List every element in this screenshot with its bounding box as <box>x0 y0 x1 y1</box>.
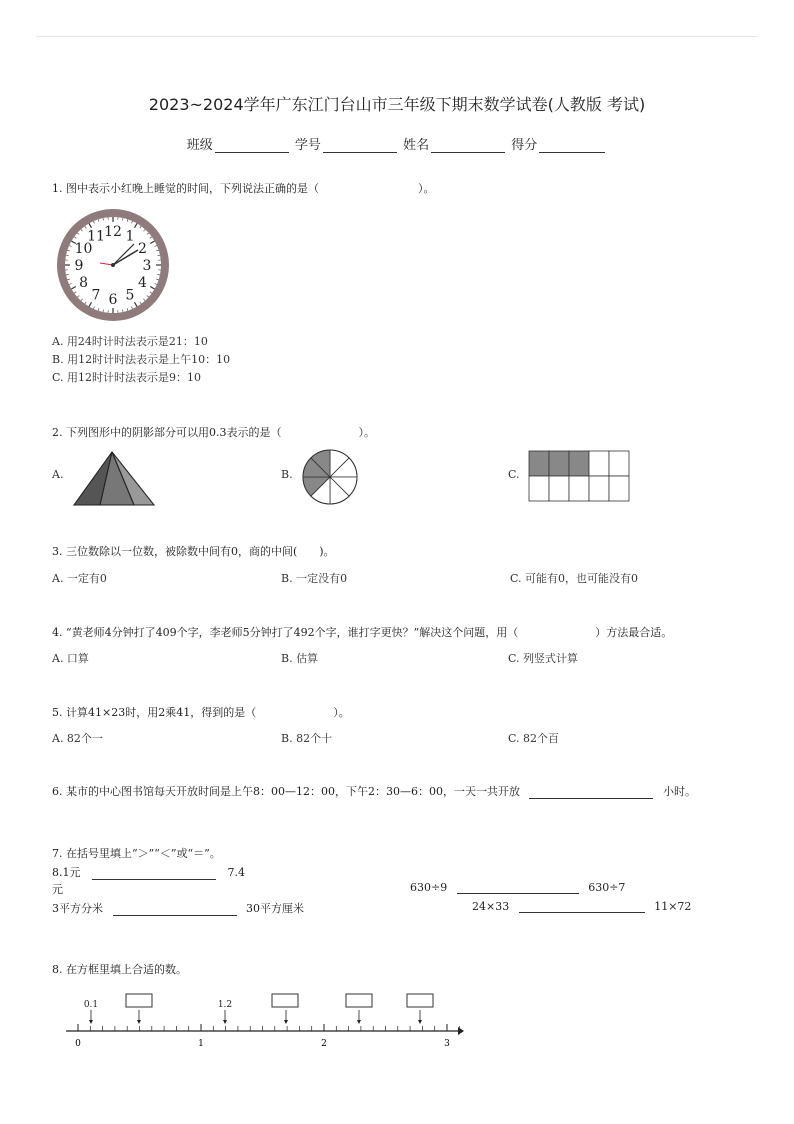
q5-option-b[interactable]: B. 82个十 <box>281 732 333 745</box>
pointer-arrowhead <box>137 1020 141 1024</box>
pointer-arrowhead <box>418 1020 422 1024</box>
question-6 <box>52 783 696 799</box>
q1-option-c[interactable]: C. 用12时计时法表示是9：10 <box>52 371 202 384</box>
q7-r1l-b: 7.4 <box>227 866 245 879</box>
shaded-grid-figure <box>528 450 630 502</box>
question-4-text: 4. “黄老师4分钟打了409个字，李老师5分钟打了492个字，谁打字更快？”解决这个问题，用（ ）方法最合适。 <box>52 626 673 639</box>
q7-r1l-unit: 元 <box>52 883 63 896</box>
question-1-text: 1. 图中表示小红晚上睡觉的时间，下列说法正确的是（ ）。 <box>52 182 435 195</box>
clock-number: 6 <box>108 292 118 308</box>
clock-number: 4 <box>137 275 147 291</box>
q7-r1l-blank[interactable] <box>92 867 216 880</box>
answer-box-4[interactable] <box>407 994 433 1007</box>
grid-cell <box>549 451 569 476</box>
q7-row1-right <box>410 881 625 894</box>
q3-option-c[interactable]: C. 可能有0，也可能没有0 <box>510 572 639 585</box>
answer-box-2[interactable] <box>272 994 298 1007</box>
question-6-unit: 小时。 <box>662 785 696 798</box>
id-blank[interactable] <box>323 138 397 153</box>
number-line-label-1-2: 1.2 <box>217 1000 233 1010</box>
clock-number: 11 <box>87 228 105 245</box>
clock-figure <box>54 206 172 324</box>
question-7-text: 7. 在括号里填上“＞”“＜”或“＝”。 <box>52 847 221 860</box>
class-blank[interactable] <box>215 138 289 153</box>
q7-r2l-a: 3平方分米 <box>52 902 103 915</box>
q4-option-b[interactable]: B. 估算 <box>281 652 319 665</box>
score-label: 得分 <box>511 138 538 153</box>
pointer-arrowhead <box>357 1020 361 1024</box>
q7-r2r-blank[interactable] <box>519 900 645 913</box>
shaded-pyramid-figure <box>72 448 156 508</box>
number-line-figure <box>60 988 470 1052</box>
grid-cell <box>549 476 569 501</box>
tick-label-0: 0 <box>75 1039 81 1049</box>
shaded-circle-figure <box>300 447 360 507</box>
tick-label-3: 3 <box>444 1039 450 1049</box>
pointer-arrowhead <box>223 1020 227 1024</box>
clock-number: 12 <box>104 224 122 240</box>
question-8-text: 8. 在方框里填上合适的数。 <box>52 963 187 976</box>
clock-number: 8 <box>79 275 89 291</box>
q3-option-b[interactable]: B. 一定没有0 <box>281 572 348 585</box>
top-divider <box>36 36 758 37</box>
q3-option-a[interactable]: A. 一定有0 <box>52 572 107 585</box>
q7-r1r-b: 630÷7 <box>588 881 626 894</box>
clock-number: 10 <box>74 241 93 257</box>
answer-box-1[interactable] <box>126 994 152 1007</box>
q1-option-b[interactable]: B. 用12时计时法表示是上午10：10 <box>52 353 231 366</box>
q7-r1l-a: 8.1元 <box>52 866 81 879</box>
question-5-text: 5. 计算41×23时，用2乘41，得到的是（ ）。 <box>52 706 350 719</box>
q7-r1r-blank[interactable] <box>457 881 579 894</box>
q7-row2-right <box>472 900 691 913</box>
grid-cell <box>569 451 589 476</box>
q1-option-a[interactable]: A. 用24时计时法表示是21：10 <box>52 335 208 348</box>
q4-option-c[interactable]: C. 列竖式计算 <box>508 652 579 665</box>
name-blank[interactable] <box>431 138 505 153</box>
clock-number: 3 <box>142 258 152 274</box>
q7-r2r-b: 11×72 <box>654 900 692 913</box>
question-6-text: 6. 某市的中心图书馆每天开放时间是上午8：00—12：00，下午2：30—6：00，一天一共开放 <box>52 785 520 798</box>
q5-option-c[interactable]: C. 82个百 <box>508 732 560 745</box>
number-line-ticks <box>78 1024 459 1031</box>
student-info-line <box>0 134 794 153</box>
tick-label-1: 1 <box>198 1039 204 1049</box>
q4-option-a[interactable]: A. 口算 <box>52 652 89 665</box>
question-3-text: 3. 三位数除以一位数，被除数中间有0，商的中间( )。 <box>52 545 335 558</box>
name-label: 姓名 <box>403 138 430 153</box>
page-title: 2023~2024学年广东江门台山市三年级下期末数学试卷(人教版 考试) <box>148 95 646 114</box>
grid-cell <box>569 476 589 501</box>
grid-cell <box>609 451 629 476</box>
clock-number: 5 <box>125 287 135 304</box>
clock-number: 1 <box>125 228 135 245</box>
q7-r2l-b: 30平方厘米 <box>246 902 304 915</box>
tick-label-2: 2 <box>321 1039 327 1049</box>
q6-answer-blank[interactable] <box>529 786 653 799</box>
q2-option-b[interactable]: B. <box>281 468 293 481</box>
number-line-pointers <box>89 1010 422 1024</box>
q2-option-a[interactable]: A. <box>52 468 64 481</box>
q7-r2r-a: 24×33 <box>472 900 510 913</box>
grid-cell <box>529 451 549 476</box>
grid-cell <box>609 476 629 501</box>
grid-cell <box>589 476 609 501</box>
answer-box-3[interactable] <box>346 994 372 1007</box>
question-2-text: 2. 下列图形中的阴影部分可以用0.3表示的是（ ）。 <box>52 426 375 439</box>
q2-option-c[interactable]: C. <box>508 468 520 481</box>
grid-cell <box>529 476 549 501</box>
number-line-arrowhead <box>458 1027 464 1035</box>
q5-option-a[interactable]: A. 82个一 <box>52 732 103 745</box>
clock-center <box>111 263 115 267</box>
score-blank[interactable] <box>539 138 605 153</box>
clock-number: 2 <box>137 241 147 257</box>
q7-r2l-blank[interactable] <box>113 903 237 916</box>
clock-number: 9 <box>74 258 84 274</box>
class-label: 班级 <box>186 138 213 153</box>
id-label: 学号 <box>294 138 321 153</box>
clock-number: 7 <box>91 287 101 304</box>
pointer-arrowhead <box>284 1020 288 1024</box>
pointer-arrowhead <box>89 1020 93 1024</box>
q7-row2-left <box>52 900 304 916</box>
q7-r1r-a: 630÷9 <box>410 881 448 894</box>
number-line-label-0-1: 0.1 <box>83 1000 99 1010</box>
q7-row1-left <box>52 864 245 880</box>
grid-cell <box>589 451 609 476</box>
